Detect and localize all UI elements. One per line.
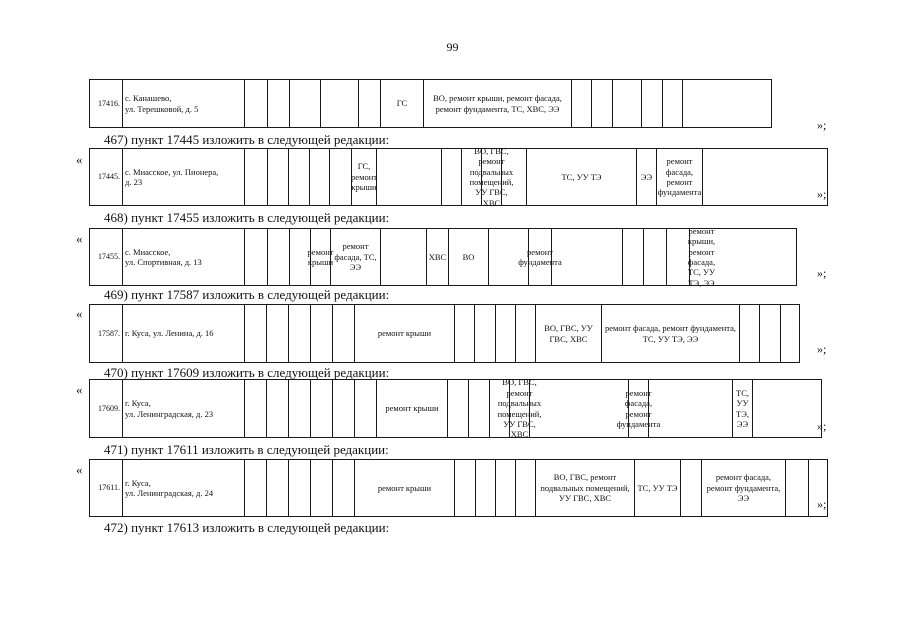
table-cell	[516, 460, 536, 516]
item-number: 17609.	[90, 380, 123, 437]
table-cell	[267, 380, 289, 437]
table-cell	[681, 460, 702, 516]
section-heading: 468) пункт 17455 изложить в следующей редакции:	[104, 210, 390, 225]
address-cell: с. Канашево, ул. Терешковой, д. 5	[123, 80, 245, 127]
table-cell	[381, 229, 427, 285]
table-cell: ЭЭ	[637, 149, 657, 205]
table-cell: ТС, УУ ТЭ	[635, 460, 681, 516]
section-heading: 470) пункт 17609 изложить в следующей редакции:	[104, 365, 390, 380]
item-number: 17445.	[90, 149, 123, 205]
table-cell	[502, 149, 527, 205]
table-cell: ХВС	[427, 229, 449, 285]
table-cell	[377, 149, 442, 205]
table-cell	[289, 460, 311, 516]
table-cell	[310, 149, 330, 205]
item-number: 17587.	[90, 305, 123, 362]
table-cell	[760, 305, 781, 362]
table-cell: ВО, ГВС, ремонт подвальных помещений, УУ ГВС, ХВС	[469, 145, 514, 208]
table-cell	[245, 380, 267, 437]
table-cell	[613, 80, 642, 127]
opening-quote: «	[76, 306, 83, 321]
table-cell	[359, 80, 381, 127]
table-row	[89, 79, 772, 128]
table-cell	[475, 305, 496, 362]
table-cell	[321, 80, 359, 127]
table-cell	[740, 305, 760, 362]
table-cell: ТС, УУ ТЭ, ЭЭ	[733, 380, 753, 437]
table-cell: ремонт крыши	[377, 380, 448, 437]
table-cell	[245, 80, 268, 127]
table-cell	[245, 305, 267, 362]
closing-quote: »;	[817, 342, 827, 356]
table-cell	[289, 380, 311, 437]
table-cell	[623, 229, 644, 285]
table-cell: ремонт фасада, ремонт фундамента	[657, 149, 703, 205]
table-cell	[642, 80, 663, 127]
table-cell	[572, 80, 592, 127]
table-cell	[663, 80, 683, 127]
table-cell	[355, 380, 377, 437]
table-cell	[311, 305, 333, 362]
table-cell: ТС, УУ ТЭ	[527, 149, 637, 205]
table-cell: ВО	[449, 229, 489, 285]
table-cell	[703, 149, 735, 205]
table-cell	[455, 305, 475, 362]
table-cell: ремонт фасада, ремонт фундамента, ТС, УУ ТЭ, ЭЭ	[602, 305, 740, 362]
table-cell: ремонт крыши	[355, 305, 455, 362]
table-cell	[245, 229, 268, 285]
table-cell: ВО, ГВС, УУ ГВС, ХВС	[536, 305, 602, 362]
table-cell	[496, 305, 516, 362]
table-cell	[786, 460, 809, 516]
section-heading: 467) пункт 17445 изложить в следующей редакции:	[104, 132, 390, 147]
section-heading: 469) пункт 17587 изложить в следующей редакции:	[104, 287, 390, 302]
table-cell	[333, 460, 355, 516]
table-cell	[333, 305, 355, 362]
address-cell: с. Миасское, ул. Пионера, д. 23	[123, 149, 245, 205]
closing-quote: »;	[817, 118, 827, 132]
table-cell	[245, 149, 268, 205]
address-cell: г. Куса, ул. Ленинградская, д. 23	[123, 380, 245, 437]
closing-quote: »;	[817, 266, 827, 280]
table-cell	[753, 380, 803, 437]
table-cell	[268, 229, 290, 285]
table-cell	[552, 229, 623, 285]
table-cell	[683, 80, 733, 127]
table-cell	[496, 460, 516, 516]
table-cell: ремонт крыши	[355, 460, 455, 516]
table-cell: ремонт фундамента	[529, 229, 552, 285]
table-row	[89, 225, 797, 288]
section-heading: 471) пункт 17611 изложить в следующей редакции:	[104, 442, 389, 457]
table-cell	[476, 460, 496, 516]
table-cell: ВО, ГВС, ремонт подвальных помещений, УУ ГВС, ХВС	[497, 377, 542, 440]
table-cell: ремонт крыши, ремонт фасада, ТС, УУ ТЭ, ЭЭ	[687, 225, 716, 288]
opening-quote: «	[76, 231, 83, 246]
item-number: 17455.	[90, 229, 123, 285]
table-cell	[592, 80, 613, 127]
opening-quote: «	[76, 152, 83, 167]
address-cell: с. Миасское, ул. Спортивная, д. 13	[123, 229, 245, 285]
table-cell	[644, 229, 667, 285]
table-cell	[245, 460, 267, 516]
table-cell: ремонт фасада, ремонт фундамента	[629, 380, 649, 437]
table-cell	[781, 305, 801, 362]
table-cell: ремонт фасада, ТС, ЭЭ	[331, 229, 381, 285]
closing-quote: »;	[817, 187, 827, 201]
table-cell	[289, 305, 311, 362]
table-row	[89, 379, 822, 438]
table-cell	[442, 149, 462, 205]
table-cell	[649, 380, 733, 437]
table-cell	[530, 380, 629, 437]
table-cell: ремонт фасада, ремонт фундамента, ЭЭ	[702, 460, 786, 516]
table-cell: ГС	[381, 80, 424, 127]
table-cell	[290, 80, 321, 127]
table-row	[89, 304, 800, 363]
section-heading: 472) пункт 17613 изложить в следующей редакции:	[104, 520, 390, 535]
table-cell	[268, 149, 289, 205]
table-cell	[455, 460, 476, 516]
table-row	[89, 145, 828, 208]
table-cell	[311, 380, 333, 437]
table-cell: ВО, ГВС, ремонт подвальных помещений, УУ ГВС, ХВС	[536, 460, 635, 516]
table-cell	[289, 149, 310, 205]
closing-quote: »;	[817, 497, 827, 511]
opening-quote: «	[76, 382, 83, 397]
table-cell	[667, 229, 690, 285]
table-cell	[311, 460, 333, 516]
table-cell	[330, 149, 352, 205]
address-cell: г. Куса, ул. Ленинградская, д. 24	[123, 460, 245, 516]
table-cell	[267, 305, 289, 362]
table-cell: ремонт крыши	[311, 229, 331, 285]
table-cell	[448, 380, 469, 437]
item-number: 17611.	[90, 460, 123, 516]
table-cell	[516, 305, 536, 362]
table-row	[89, 459, 828, 517]
table-cell: ГС, ремонт крыши	[352, 149, 377, 205]
opening-quote: «	[76, 462, 83, 477]
table-cell: ВО, ремонт крыши, ремонт фасада, ремонт фундамента, ТС, ХВС, ЭЭ	[424, 80, 572, 127]
closing-quote: »;	[817, 419, 827, 433]
table-cell	[268, 80, 290, 127]
address-cell: г. Куса, ул. Ленина, д. 16	[123, 305, 245, 362]
table-cell	[469, 380, 490, 437]
item-number: 17416.	[90, 80, 123, 127]
page-number: 99	[446, 40, 459, 54]
table-cell	[333, 380, 355, 437]
table-cell	[267, 460, 289, 516]
